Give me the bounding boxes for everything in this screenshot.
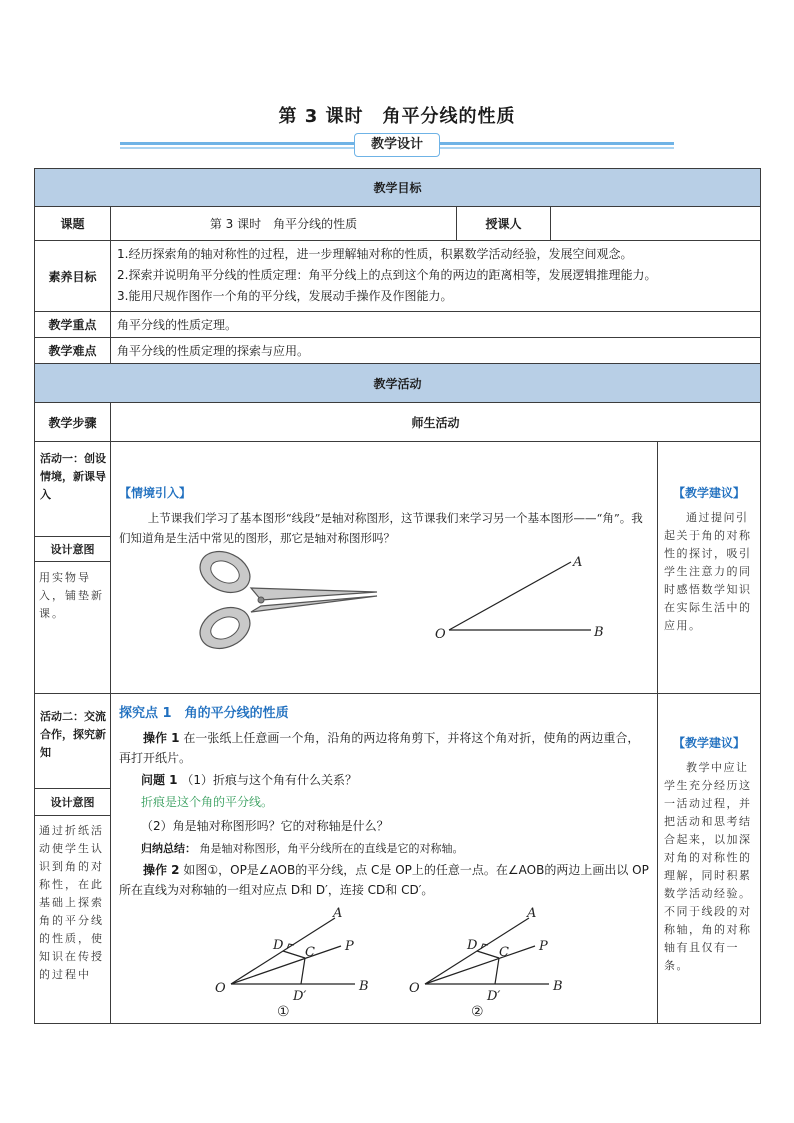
literacy-label: 素养目标: [34, 240, 111, 312]
fig1-label-b: B: [359, 979, 369, 994]
steps-label: 教学步骤: [34, 402, 111, 442]
summary-label: 归纳总结：: [141, 842, 196, 855]
activity2-design-label: 设计意图: [34, 788, 111, 816]
fig2-label-b: B: [553, 979, 563, 994]
course-value: 第 3 课时 角平分线的性质: [110, 206, 457, 241]
activity1-design-note: [35, 565, 110, 685]
activity2-main: [110, 693, 658, 1024]
activity1-section-tag: 【情境引入】: [119, 486, 192, 500]
fig1-label-d: D: [273, 938, 284, 953]
fig2-label-dprime: D′: [487, 989, 501, 1004]
activity2-suggestion: [657, 693, 761, 1024]
goal-item: 1.经历探索角的轴对称性的过程，进一步理解轴对称的性质，积累数学活动经验，发展空间观念。: [117, 247, 633, 261]
fig1-label-dprime: D′: [293, 989, 307, 1004]
q1-label: 问题 1: [141, 773, 178, 787]
difficulty-value: 角平分线的性质定理的探索与应用。: [110, 337, 761, 364]
activities-header: 教学活动: [34, 363, 761, 403]
figure-1: [207, 904, 377, 1022]
activity2-title: 活动二：交流合作，探究新知: [40, 710, 106, 759]
op1-text: 在一张纸上任意画一个角，沿角的两边将角剪下，并将这个角对折，使角的两边重合，再打开纸片。: [119, 731, 640, 765]
summary-text: 角是轴对称图形，角平分线所在的直线是它的对称轴。: [199, 842, 464, 855]
fig1-label-o: O: [215, 981, 226, 996]
label-o: O: [435, 627, 446, 642]
interaction-label: 师生活动: [110, 402, 761, 442]
activity2-op2: [119, 860, 649, 900]
section-banner: [120, 133, 674, 159]
activity1-main: [110, 441, 658, 694]
fig2-label-o: O: [409, 981, 420, 996]
activity2-design-note: [35, 818, 110, 1018]
fig1-label-p: P: [345, 939, 354, 954]
fig2-caption: ②: [471, 1004, 484, 1020]
q2-text: （2）角是轴对称图形吗？它的对称轴是什么？: [141, 819, 389, 833]
label-b: B: [594, 625, 604, 640]
literacy-goals: [110, 240, 761, 312]
fig2-label-c: C: [499, 945, 509, 960]
label-a: A: [573, 555, 583, 570]
activity1-title: 活动一：创设情境，新课导入: [40, 452, 106, 501]
activity2-point-title: 探究点 1 角的平分线的性质: [119, 706, 289, 721]
scissors-icon: [191, 550, 381, 650]
activity2-suggestion-text: 教学中应让学生充分经历这一活动过程，并把活动和思考结合起来，以加深对角的对称性的理解，同时积累数学活动经验。不同于线段的对称轴，角的对称轴有且仅有一条。: [664, 761, 752, 972]
op2-text: 如图①，OP是∠AOB的平分线，点 C是 OP上的任意一点。在∠AOB的两边上画出以 OP所在直线为对称轴的一组对应点 D和 D′，连接 CD和 CD′。: [119, 863, 649, 897]
teacher-value: [550, 206, 761, 241]
banner-label: 教学设计: [354, 133, 440, 157]
op1-label: 操作 1: [143, 731, 180, 745]
activity1-suggestion-title: 【教学建议】: [672, 486, 745, 500]
activity1-design-text: 用实物导入，铺垫新课。: [39, 571, 104, 620]
page-title: 第 3 课时 角平分线的性质: [278, 106, 516, 127]
q1-answer: 折痕是这个角的平分线。: [141, 795, 274, 809]
course-label: 课题: [34, 206, 111, 241]
goal-item: 2.探索并说明角平分线的性质定理：角平分线上的点到这个角的两边的距离相等，发展逻辑推理能力。: [117, 268, 657, 282]
activity2-suggestion-title: 【教学建议】: [672, 736, 745, 750]
teacher-label: 授课人: [456, 206, 551, 241]
activity2-summary: [141, 840, 464, 858]
focus-value: 角平分线的性质定理。: [110, 311, 761, 338]
q1-text: （1）折痕与这个角有什么关系？: [181, 773, 357, 787]
activity2-design-text: 通过折纸活动使学生认识到角的对称性，在此基础上探索角的平分线的性质，使知识在传授的过程中: [39, 824, 104, 981]
fig2-label-d: D: [467, 938, 478, 953]
fig1-label-a: A: [333, 906, 343, 921]
activity1-design-label: 设计意图: [34, 536, 111, 562]
figure-2: [401, 904, 571, 1022]
fig2-label-p: P: [539, 939, 548, 954]
goals-header: 教学目标: [34, 168, 761, 207]
activity1-suggestion: [657, 441, 761, 694]
fig1-caption: ①: [277, 1004, 290, 1020]
focus-label: 教学重点: [34, 311, 111, 338]
fig1-label-c: C: [305, 945, 315, 960]
activity1-suggestion-text: 通过提问引起关于角的对称性的探讨，吸引学生注意力的同时感悟数学知识在实际生活中的应用。: [664, 511, 752, 632]
difficulty-label: 教学难点: [34, 337, 111, 364]
op2-label: 操作 2: [143, 863, 180, 877]
activity1-body: 上节课我们学习了基本图形“线段”是轴对称图形，这节课我们来学习另一个基本图形——“角”。我们知道角是生活中常见的图形，那它是轴对称图形吗？: [119, 511, 643, 545]
activity2-q1: [141, 770, 357, 790]
angle-aob-figure: [411, 552, 621, 652]
activity2-op1: [119, 728, 649, 768]
fig2-label-a: A: [527, 906, 537, 921]
lesson-table: [34, 168, 761, 1024]
goal-item: 3.能用尺规作图作一个角的平分线，发展动手操作及作图能力。: [117, 289, 453, 303]
